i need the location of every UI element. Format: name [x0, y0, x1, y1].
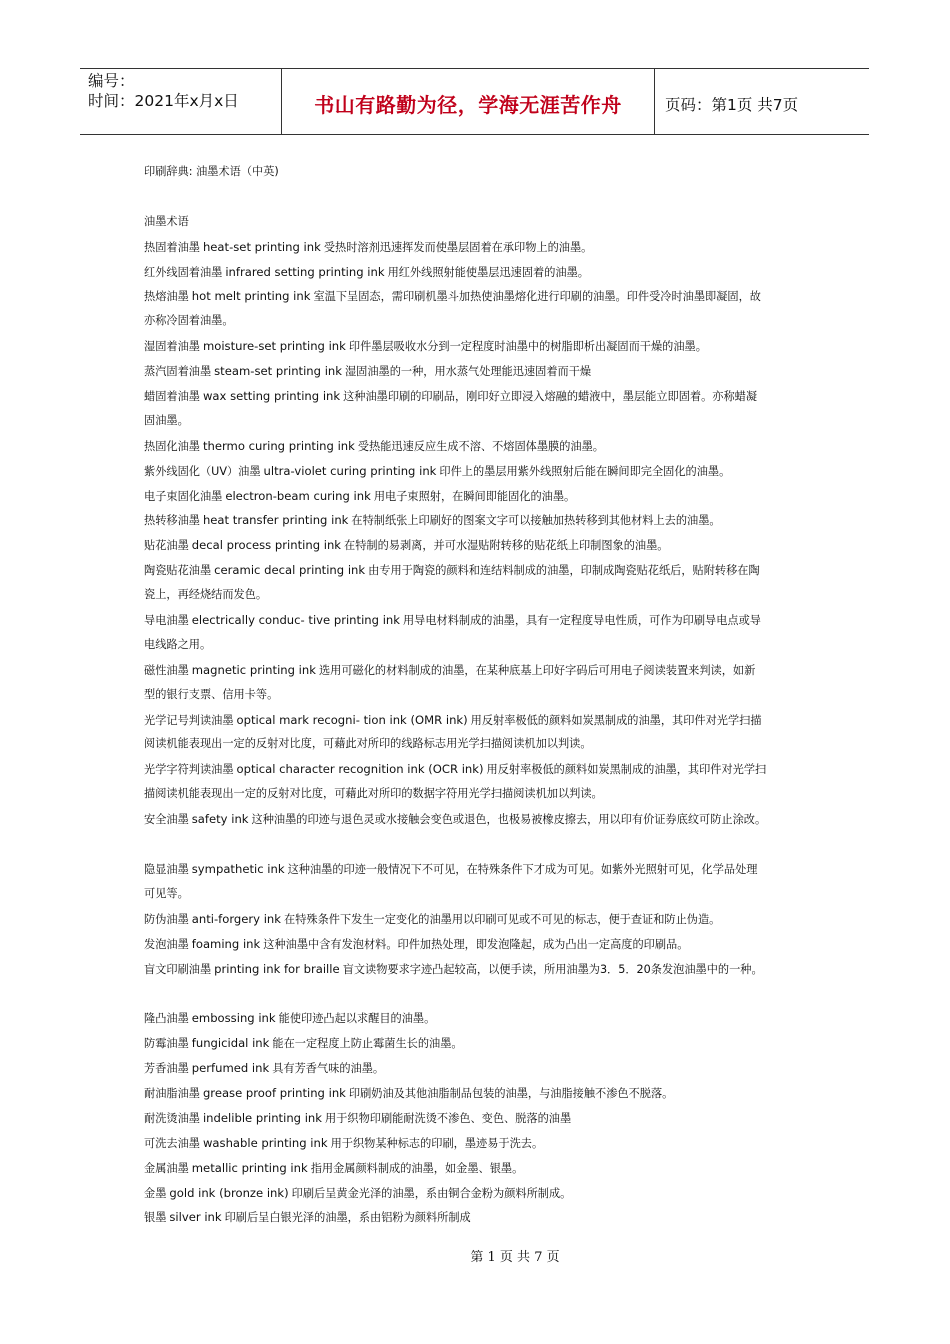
term-entry: [144, 384, 808, 409]
term-description: 能使印迹凸起以求醒目的油墨。: [278, 1012, 436, 1026]
term-entry: [144, 434, 808, 459]
term-chinese: 蒸汽固着油墨: [144, 365, 212, 379]
spacer: [144, 185, 808, 210]
term-entry: [144, 508, 808, 533]
term-description: 亦称冷固着油墨。: [144, 314, 234, 328]
term-chinese: 银墨: [144, 1211, 167, 1225]
section-heading: 油墨术语: [144, 214, 189, 228]
term-chinese: 光学记号判读油墨: [144, 713, 234, 727]
term-entry: [144, 1156, 808, 1181]
term-entry: [144, 284, 808, 309]
term-description: 湿固油墨的一种，用水蒸气处理能迅速固着而干燥: [344, 365, 592, 379]
term-english: heat-set printing ink: [202, 239, 321, 254]
term-entry: [144, 1056, 808, 1081]
term-continuation: [144, 409, 808, 434]
term-english: electron-beam curing ink: [225, 488, 371, 503]
term-chinese: 隆凸油墨: [144, 1012, 189, 1026]
term-chinese: 安全油墨: [144, 813, 189, 827]
term-english: embossing ink: [191, 1011, 276, 1026]
term-english: decal process printing ink: [191, 538, 342, 553]
term-english: hot melt printing ink: [191, 289, 311, 304]
term-english: grease proof printing ink: [202, 1085, 346, 1100]
term-chinese: 陶瓷贴花油墨: [144, 564, 212, 578]
spacer: [144, 832, 808, 857]
page-footer: 第 1 页 共 7 页: [470, 1250, 560, 1265]
term-description: 印刷后呈黄金光泽的油墨，系由铜合金粉为颜料所制成。: [291, 1186, 572, 1200]
term-entry: [144, 334, 808, 359]
term-chinese: 紫外线固化（UV）油墨: [144, 464, 261, 478]
term-entry: [144, 533, 808, 558]
term-chinese: 防伪油墨: [144, 912, 189, 926]
term-english: optical mark recogni- tion ink (OMR ink): [236, 712, 468, 727]
term-description: 用电子束照射，在瞬间即能固化的油墨。: [373, 489, 576, 503]
term-description: 用于织物印刷能耐洗烫不渗色、变色、脱落的油墨: [325, 1111, 572, 1125]
term-entry: [144, 757, 808, 782]
term-description: 用反射率极低的颜料如炭黑制成的油墨，其印件对光学扫描: [470, 713, 762, 727]
term-description: 印件上的墨层用紫外线照射后能在瞬间即完全固化的油墨。: [439, 464, 731, 478]
term-english: fungicidal ink: [191, 1036, 270, 1051]
term-description: 室温下呈固态，需印刷机墨斗加热使油墨熔化进行印刷的油墨。印件受冷时油墨即凝固，故: [313, 290, 761, 304]
term-english: foaming ink: [191, 936, 261, 951]
term-chinese: 红外线固着油墨: [144, 265, 223, 279]
spacer: [144, 981, 808, 1006]
term-entry: [144, 558, 808, 583]
term-entry: [144, 658, 808, 683]
term-chinese: 隐显油墨: [144, 862, 189, 876]
term-chinese: 导电油墨: [144, 614, 189, 628]
term-entry: [144, 708, 808, 733]
term-chinese: 贴花油墨: [144, 539, 189, 553]
term-description: 这种油墨的印迹一般情况下不可见，在特殊条件下才成为可见。如紫外光照射可见，化学品处理: [287, 862, 758, 876]
term-continuation: [144, 782, 808, 807]
term-chinese: 蜡固着油墨: [144, 390, 200, 404]
term-english: safety ink: [191, 812, 249, 827]
term-english: thermo curing printing ink: [202, 438, 355, 453]
term-chinese: 磁性油墨: [144, 663, 189, 677]
term-description: 指用金属颜料制成的油墨，如金墨、银墨。: [310, 1161, 524, 1175]
term-description: 这种油墨印刷的印刷品，刚印好立即浸入熔融的蜡液中，墨层能立即固着。亦称蜡凝: [343, 390, 758, 404]
term-entry: [144, 359, 808, 384]
term-entry: [144, 1181, 808, 1206]
term-chinese: 发泡油墨: [144, 937, 189, 951]
term-english: wax setting printing ink: [202, 389, 341, 404]
term-description: 用红外线照射能使墨层迅速固着的油墨。: [387, 265, 589, 279]
term-chinese: 热固化油墨: [144, 439, 200, 453]
term-entry: [144, 459, 808, 484]
term-description: 盲文读物要求字迹凸起较高，以便手读，所用油墨为3．5．20条发泡油墨中的一种。: [342, 962, 763, 976]
term-chinese: 热固着油墨: [144, 240, 200, 254]
term-continuation: [144, 309, 808, 334]
term-chinese: 金属油墨: [144, 1161, 189, 1175]
term-chinese: 热转移油墨: [144, 514, 200, 528]
term-entry: [144, 484, 808, 509]
term-english: sympathetic ink: [191, 861, 285, 876]
term-description: 具有芳香气味的油墨。: [272, 1062, 385, 1076]
term-description: 用于织物某种标志的印刷，墨迹易于洗去。: [330, 1136, 544, 1150]
motto-text: 书山有路勤为径，学海无涯苦作舟: [314, 93, 622, 117]
term-continuation: [144, 633, 808, 658]
page-label: 页码：第1页 共7页: [665, 95, 799, 114]
term-chinese: 热熔油墨: [144, 290, 189, 304]
term-description: 印刷奶油及其他油脂制品包装的油墨，与油脂接触不渗色不脱落。: [348, 1086, 674, 1100]
term-chinese: 芳香油墨: [144, 1062, 189, 1076]
term-description: 用反射率极低的颜料如炭黑制成的油墨，其印件对光学扫: [486, 763, 767, 777]
term-description: 电线路之用。: [144, 637, 212, 651]
term-chinese: 防霉油墨: [144, 1037, 189, 1051]
term-description: 印刷后呈白银光泽的油墨，系由铝粉为颜料所制成: [224, 1211, 471, 1225]
term-entry: [144, 1031, 808, 1056]
term-english: printing ink for braille: [214, 961, 340, 976]
term-entry: [144, 807, 808, 832]
term-entry: [144, 1205, 808, 1230]
term-chinese: 光学字符判读油墨: [144, 763, 234, 777]
header-motto-cell: [282, 69, 655, 134]
term-entry: [144, 235, 808, 260]
term-entry: [144, 1131, 808, 1156]
header-page-cell: [655, 69, 869, 134]
term-description: 这种油墨中含有发泡材料。印件加热处理，即发泡隆起，成为凸出一定高度的印刷品。: [263, 937, 689, 951]
term-english: electrically conduc- tive printing ink: [191, 613, 400, 628]
term-description: 固油墨。: [144, 413, 189, 427]
term-english: steam-set printing ink: [214, 364, 342, 379]
term-english: heat transfer printing ink: [202, 513, 349, 528]
number-label: 编号：: [88, 72, 135, 90]
term-description: 受热时溶剂迅速挥发而使墨层固着在承印物上的油墨。: [323, 240, 593, 254]
term-english: indelible printing ink: [202, 1110, 322, 1125]
term-continuation: [144, 683, 808, 708]
page-header: [80, 68, 869, 135]
term-entry: [144, 957, 808, 982]
term-entry: [144, 907, 808, 932]
term-english: ultra-violet curing printing ink: [263, 463, 437, 478]
term-english: washable printing ink: [202, 1135, 328, 1150]
term-entry: [144, 1081, 808, 1106]
term-english: perfumed ink: [191, 1061, 270, 1076]
term-chinese: 湿固着油墨: [144, 340, 200, 354]
term-continuation: [144, 732, 808, 757]
term-entry: [144, 857, 808, 882]
term-description: 型的银行支票、信用卡等。: [144, 687, 279, 701]
term-description: 受热能迅速反应生成不溶、不熔固体墨膜的油墨。: [357, 439, 604, 453]
term-chinese: 耐油脂油墨: [144, 1086, 200, 1100]
term-english: ceramic decal printing ink: [214, 563, 366, 578]
term-description: 描阅读机能表现出一定的反射对比度，可藉此对所印的数据字符用光学扫描阅读机加以判读。: [144, 787, 603, 801]
term-chinese: 金墨: [144, 1186, 167, 1200]
term-continuation: [144, 882, 808, 907]
time-label: 时间：2021年x月x日: [88, 92, 239, 110]
term-description: 瓷上，再经烧结而发色。: [144, 588, 268, 602]
term-description: 可见等。: [144, 886, 189, 900]
document-title: 印刷辞典: 油墨术语（中英): [144, 165, 279, 178]
term-english: magnetic printing ink: [191, 662, 316, 677]
term-english: infrared setting printing ink: [225, 264, 385, 279]
term-description: 阅读机能表现出一定的反射对比度，可藉此对所印的线路标志用光学扫描阅读机加以判读。: [144, 737, 592, 751]
term-description: 能在一定程度上防止霉菌生长的油墨。: [272, 1037, 463, 1051]
term-description: 在特制的易剥离，并可水湿贴附转移的贴花纸上印制图象的油墨。: [344, 539, 669, 553]
term-english: anti-forgery ink: [191, 911, 281, 926]
term-description: 在特殊条件下发生一定变化的油墨用以印刷可见或不可见的标志，便于查证和防止伪造。: [284, 912, 721, 926]
term-entry: [144, 1006, 808, 1031]
term-description: 在特制纸张上印刷好的图案文字可以接触加热转移到其他材料上去的油墨。: [351, 514, 721, 528]
term-chinese: 盲文印刷油墨: [144, 962, 212, 976]
document-body: [144, 160, 808, 1230]
term-chinese: 可洗去油墨: [144, 1136, 200, 1150]
term-entry: [144, 932, 808, 957]
term-english: metallic printing ink: [191, 1160, 308, 1175]
term-description: 这种油墨的印迹与退色灵或水接触会变色或退色，也极易被橡皮擦去，用以印有价证券底纹可防止涂改。: [251, 813, 767, 827]
term-list: [144, 235, 808, 1231]
term-description: 选用可磁化的材料制成的油墨，在某种底基上印好字码后可用电子阅读装置来判读，如新: [318, 663, 756, 677]
term-english: gold ink (bronze ink): [169, 1185, 289, 1200]
term-english: silver ink: [169, 1210, 222, 1225]
term-description: 用导电材料制成的油墨，具有一定程度导电性质，可作为印刷导电点或导: [402, 614, 761, 628]
term-entry: [144, 1106, 808, 1131]
term-entry: [144, 260, 808, 285]
term-english: moisture-set printing ink: [202, 339, 346, 354]
term-description: 印件墨层吸收水分到一定程度时油墨中的树脂即析出凝固而干燥的油墨。: [348, 340, 707, 354]
term-continuation: [144, 583, 808, 608]
term-description: 由专用于陶瓷的颜料和连结料制成的油墨，印制成陶瓷贴花纸后，贴附转移在陶: [368, 564, 760, 578]
header-info-cell: [80, 69, 282, 134]
term-chinese: 电子束固化油墨: [144, 489, 223, 503]
term-chinese: 耐洗烫油墨: [144, 1111, 200, 1125]
term-entry: [144, 608, 808, 633]
term-english: optical character recognition ink (OCR ink): [236, 762, 484, 777]
